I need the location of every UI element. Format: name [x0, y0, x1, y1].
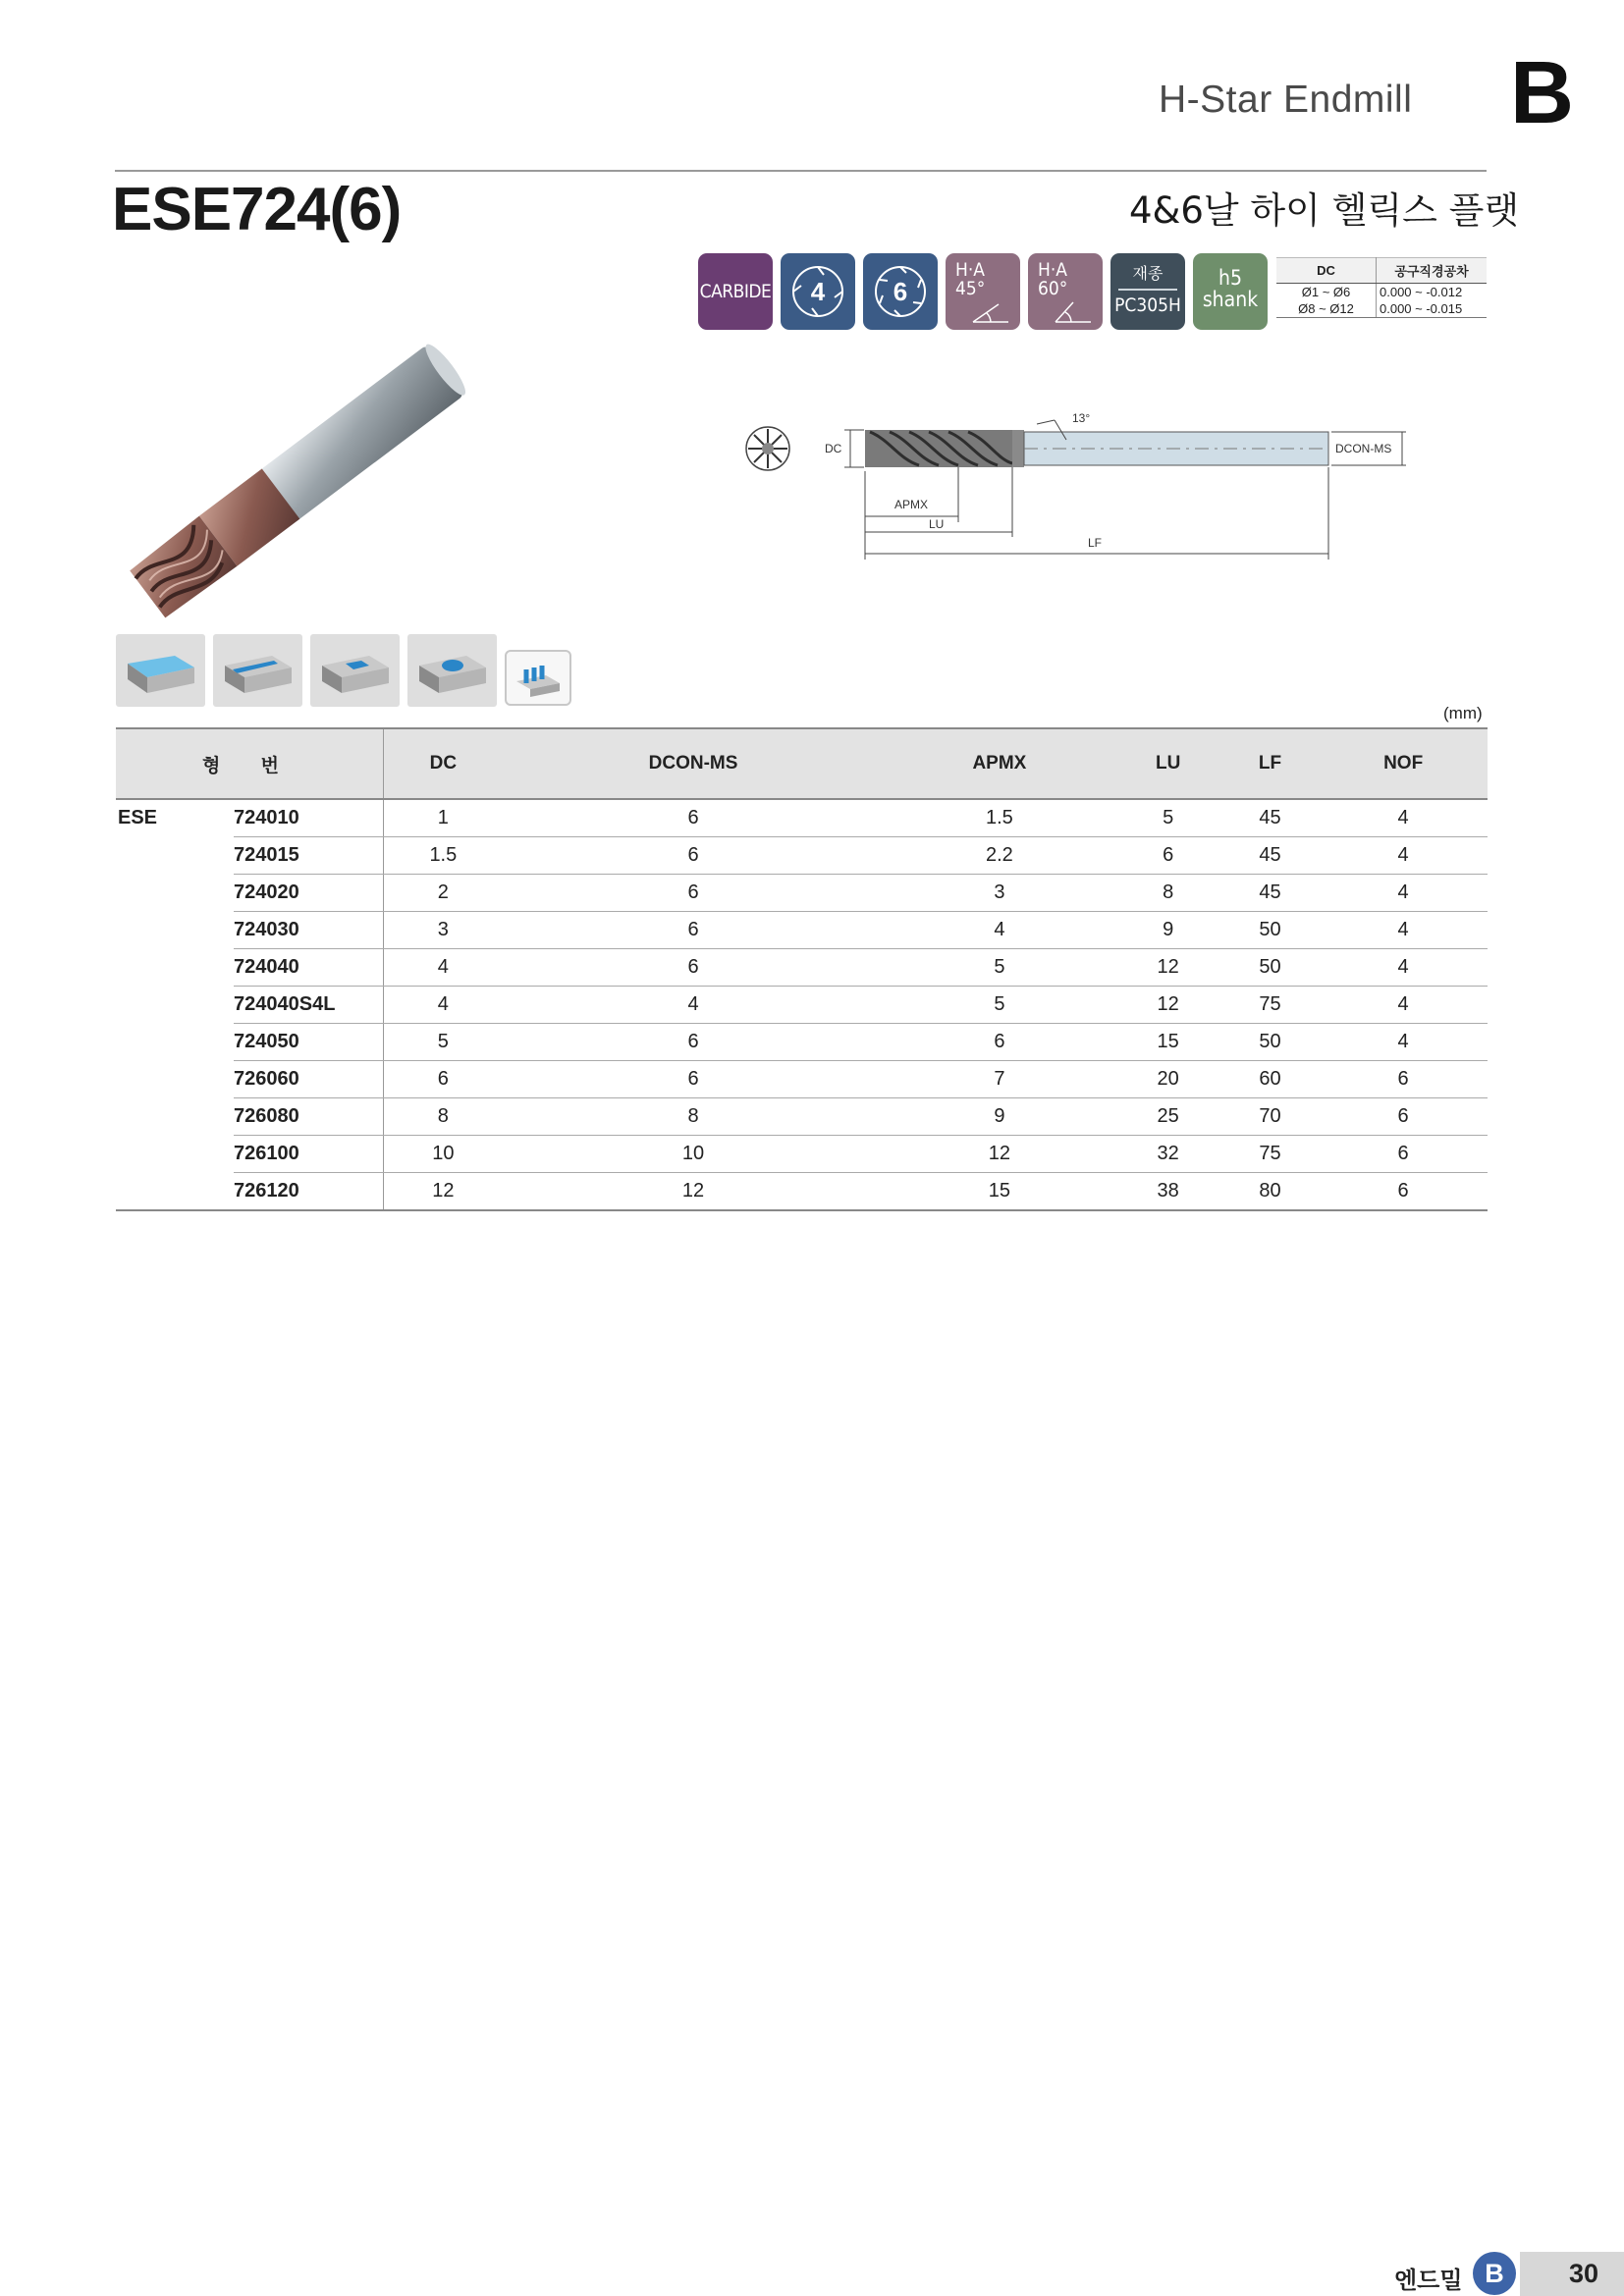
shank-line1: h5: [1218, 266, 1242, 290]
lu-cell: 5: [1114, 799, 1220, 837]
dcon-cell: 10: [503, 1136, 885, 1173]
lf-cell: 50: [1221, 1024, 1319, 1061]
dc-label: DC: [825, 442, 842, 455]
lu-cell: 12: [1114, 949, 1220, 987]
dc-cell: 1.5: [384, 837, 503, 875]
series-cell: [116, 1173, 234, 1211]
lu-cell: 12: [1114, 987, 1220, 1024]
dcon-label: DCON-MS: [1335, 442, 1392, 455]
dc-header: DC: [384, 728, 503, 799]
spec-table: [116, 727, 1488, 1211]
dcon-cell: 6: [503, 1061, 885, 1098]
model-cell: 724040S4L: [234, 987, 384, 1024]
coating-divider: [1118, 289, 1177, 291]
dc-cell: 8: [384, 1098, 503, 1136]
dcon-cell: 4: [503, 987, 885, 1024]
dcon-cell: 8: [503, 1098, 885, 1136]
lu-cell: 9: [1114, 912, 1220, 949]
end-view-icon: [746, 427, 789, 470]
tolerance-row: [1276, 284, 1487, 301]
nof-header: NOF: [1319, 728, 1488, 799]
nof-cell: 4: [1319, 837, 1488, 875]
dc-cell: 1: [384, 799, 503, 837]
table-row: [116, 987, 1488, 1024]
dc-cell: 2: [384, 875, 503, 912]
dcon-cell: 6: [503, 949, 885, 987]
side-milling-icon: [116, 634, 205, 707]
flute-4-count: 4: [810, 277, 826, 306]
table-row: [116, 1098, 1488, 1136]
apmx-cell: 6: [884, 1024, 1114, 1061]
lf-cell: 70: [1221, 1098, 1319, 1136]
model-cell: 724050: [234, 1024, 384, 1061]
coating-badge: [1110, 253, 1185, 330]
apmx-cell: 5: [884, 987, 1114, 1024]
lu-label: LU: [929, 517, 945, 531]
apmx-cell: 1.5: [884, 799, 1114, 837]
lf-cell: 80: [1221, 1173, 1319, 1211]
carbide-badge-label: CARBIDE: [699, 281, 772, 302]
lu-cell: 25: [1114, 1098, 1220, 1136]
helix-45-badge: [946, 253, 1020, 330]
model-cell: 726100: [234, 1136, 384, 1173]
pocket-icon: [310, 634, 400, 707]
helix-60-angle: 60°: [1038, 278, 1068, 299]
table-row: [116, 1061, 1488, 1098]
lu-cell: 15: [1114, 1024, 1220, 1061]
lu-cell: 38: [1114, 1173, 1220, 1211]
nof-cell: 4: [1319, 1024, 1488, 1061]
dcon-cell: 12: [503, 1173, 885, 1211]
product-subtitle: 4&6날 하이 헬릭스 플랫: [1129, 189, 1520, 232]
dc-cell: 10: [384, 1136, 503, 1173]
model-cell: 724040: [234, 949, 384, 987]
lu-cell: 8: [1114, 875, 1220, 912]
nof-cell: 6: [1319, 1098, 1488, 1136]
series-cell: [116, 1136, 234, 1173]
footer-section-badge: B: [1473, 2252, 1516, 2295]
slotting-icon: [213, 634, 302, 707]
lu-cell: 6: [1114, 837, 1220, 875]
apmx-cell: 5: [884, 949, 1114, 987]
dcon-cell: 6: [503, 875, 885, 912]
table-row: [116, 875, 1488, 912]
dc-cell: 5: [384, 1024, 503, 1061]
apmx-cell: 12: [884, 1136, 1114, 1173]
shank-line2: shank: [1202, 288, 1259, 311]
apmx-cell: 2.2: [884, 837, 1114, 875]
apmx-cell: 7: [884, 1061, 1114, 1098]
model-cell: 726120: [234, 1173, 384, 1211]
nof-cell: 4: [1319, 912, 1488, 949]
nof-cell: 4: [1319, 875, 1488, 912]
dc-cell: 3: [384, 912, 503, 949]
helix-45-title: H·A: [955, 259, 985, 281]
coating-title: 재종: [1132, 264, 1164, 283]
apmx-cell: 9: [884, 1098, 1114, 1136]
table-row: [116, 912, 1488, 949]
lf-cell: 45: [1221, 837, 1319, 875]
nof-cell: 4: [1319, 987, 1488, 1024]
page-number-text: 30: [1568, 2259, 1599, 2288]
tolerance-cell: Ø1 ~ Ø6: [1276, 284, 1377, 301]
lf-cell: 45: [1221, 875, 1319, 912]
apmx-label: APMX: [894, 498, 929, 511]
series-cell: [116, 1098, 234, 1136]
dcon-cell: 6: [503, 799, 885, 837]
series-cell: [116, 1061, 234, 1098]
model-cell: 726080: [234, 1098, 384, 1136]
product-code: ESE724(6): [112, 176, 402, 243]
section-title: H-Star Endmill: [1159, 79, 1413, 121]
lf-header: LF: [1221, 728, 1319, 799]
helix-45-angle: 45°: [955, 278, 986, 299]
flute-6-icon: [863, 253, 938, 330]
table-row: [116, 949, 1488, 987]
helix-angle-icon: [969, 300, 1018, 326]
series-cell: [116, 837, 234, 875]
tolerance-header-row: [1276, 258, 1487, 284]
coating-name: PC305H: [1114, 294, 1181, 316]
nof-cell: 4: [1319, 799, 1488, 837]
dc-cell: 12: [384, 1173, 503, 1211]
helix-60-badge: [1028, 253, 1103, 330]
table-row: [116, 1136, 1488, 1173]
table-row: [116, 799, 1488, 837]
dc-cell: 6: [384, 1061, 503, 1098]
model-cell: 724015: [234, 837, 384, 875]
model-cell: 726060: [234, 1061, 384, 1098]
tolerance-table: [1276, 257, 1487, 318]
table-row: [116, 1024, 1488, 1061]
dcon-cell: 6: [503, 837, 885, 875]
lu-cell: 20: [1114, 1061, 1220, 1098]
tolerance-cell: 0.000 ~ -0.012: [1380, 285, 1463, 299]
apmx-cell: 4: [884, 912, 1114, 949]
series-cell: [116, 987, 234, 1024]
model-cell: 724010: [234, 799, 384, 837]
lu-header: LU: [1114, 728, 1220, 799]
table-row: [116, 837, 1488, 875]
spec-header-row: [116, 728, 1488, 799]
apmx-header: APMX: [884, 728, 1114, 799]
dc-cell: 4: [384, 987, 503, 1024]
lf-cell: 75: [1221, 1136, 1319, 1173]
shank-badge: [1193, 253, 1268, 330]
helix-60-title: H·A: [1038, 259, 1067, 281]
series-cell: ESE: [118, 807, 158, 829]
series-cell: [116, 1024, 234, 1061]
apmx-cell: 3: [884, 875, 1114, 912]
lf-cell: 50: [1221, 949, 1319, 987]
footer-label: 엔드밀: [1394, 2267, 1463, 2294]
tolerance-header: 공구직경공차: [1377, 258, 1488, 284]
series-cell: [116, 912, 234, 949]
tolerance-cell: Ø8 ~ Ø12: [1276, 300, 1377, 318]
lf-cell: 50: [1221, 912, 1319, 949]
section-letter: B: [1510, 44, 1574, 142]
lf-cell: 45: [1221, 799, 1319, 837]
flute-6-count: 6: [893, 277, 908, 306]
nof-cell: 6: [1319, 1136, 1488, 1173]
unit-label: (mm): [1443, 704, 1483, 722]
nof-cell: 6: [1319, 1173, 1488, 1211]
page-number: [1520, 2252, 1624, 2296]
flute-4-icon: [781, 253, 855, 330]
carbide-badge: [698, 253, 773, 330]
nof-cell: 4: [1319, 949, 1488, 987]
dc-cell: 4: [384, 949, 503, 987]
endmill-photo: [108, 324, 501, 628]
angle-label: 13°: [1072, 411, 1091, 425]
series-cell: [116, 875, 234, 912]
series-cell: [116, 949, 234, 987]
tolerance-header: DC: [1276, 258, 1377, 284]
model-cell: 724030: [234, 912, 384, 949]
table-row: [116, 1173, 1488, 1211]
flute-4-badge: [781, 253, 855, 330]
helix-angle-icon: [1052, 300, 1101, 326]
endmill-dimension-diagram: [742, 395, 1410, 571]
tolerance-cell: 0.000 ~ -0.015: [1377, 300, 1488, 318]
dcon-cell: 6: [503, 1024, 885, 1061]
lu-cell: 32: [1114, 1136, 1220, 1173]
dcon-header: DCON-MS: [503, 728, 885, 799]
nof-cell: 6: [1319, 1061, 1488, 1098]
header-divider: [115, 170, 1487, 172]
helical-boring-icon: [407, 634, 497, 707]
lf-cell: 60: [1221, 1061, 1319, 1098]
dcon-cell: 6: [503, 912, 885, 949]
rib-machining-icon: [505, 650, 571, 706]
tolerance-row: [1276, 300, 1487, 318]
lf-cell: 75: [1221, 987, 1319, 1024]
model-cell: 724020: [234, 875, 384, 912]
lf-label: LF: [1088, 536, 1103, 550]
apmx-cell: 15: [884, 1173, 1114, 1211]
flute-6-badge: [863, 253, 938, 330]
model-header: 형 번: [116, 728, 384, 799]
